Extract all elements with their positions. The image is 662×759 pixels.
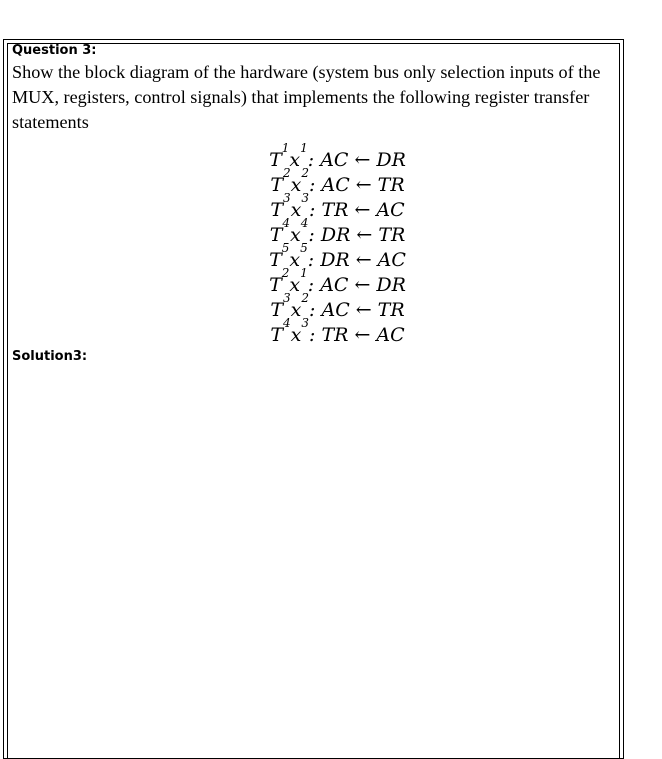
question-body-line: statements [12, 111, 89, 132]
register-transfer-statements [200, 141, 475, 348]
statement-7: T 3 x 2 : AC ← TR [270, 291, 405, 321]
question-body [12, 60, 618, 134]
statement-8: T 4 x 3 : TR ← AC [270, 316, 405, 346]
statement-6: T 2 x 1 : AC ← DR [269, 266, 406, 296]
question-body-line: Show the block diagram of the hardware (system bus only selection inputs of the [12, 62, 601, 82]
question-title: Question 3: [12, 43, 97, 58]
statement-1: T 1 x 1 : AC ← DR [269, 141, 406, 171]
arrow-icon: ← [355, 299, 372, 321]
statement-4: T 4 x 4 : DR ← TR [269, 216, 406, 246]
arrow-icon: ← [355, 174, 372, 196]
statement-5: T 5 x 5 : DR ← AC [269, 241, 406, 271]
arrow-icon: ← [356, 224, 373, 246]
arrow-icon: ← [354, 324, 371, 346]
statement-2: T 2 x 2 : AC ← TR [270, 166, 405, 196]
arrow-icon: ← [354, 149, 371, 171]
arrow-icon: ← [355, 249, 372, 271]
statement-3: T 3 x 3 : TR ← AC [270, 191, 405, 221]
solution-title: Solution3: [12, 349, 88, 364]
arrow-icon: ← [354, 274, 371, 296]
arrow-icon: ← [354, 199, 371, 221]
question-body-line: MUX, registers, control signals) that implements the following register transfer [12, 86, 590, 107]
